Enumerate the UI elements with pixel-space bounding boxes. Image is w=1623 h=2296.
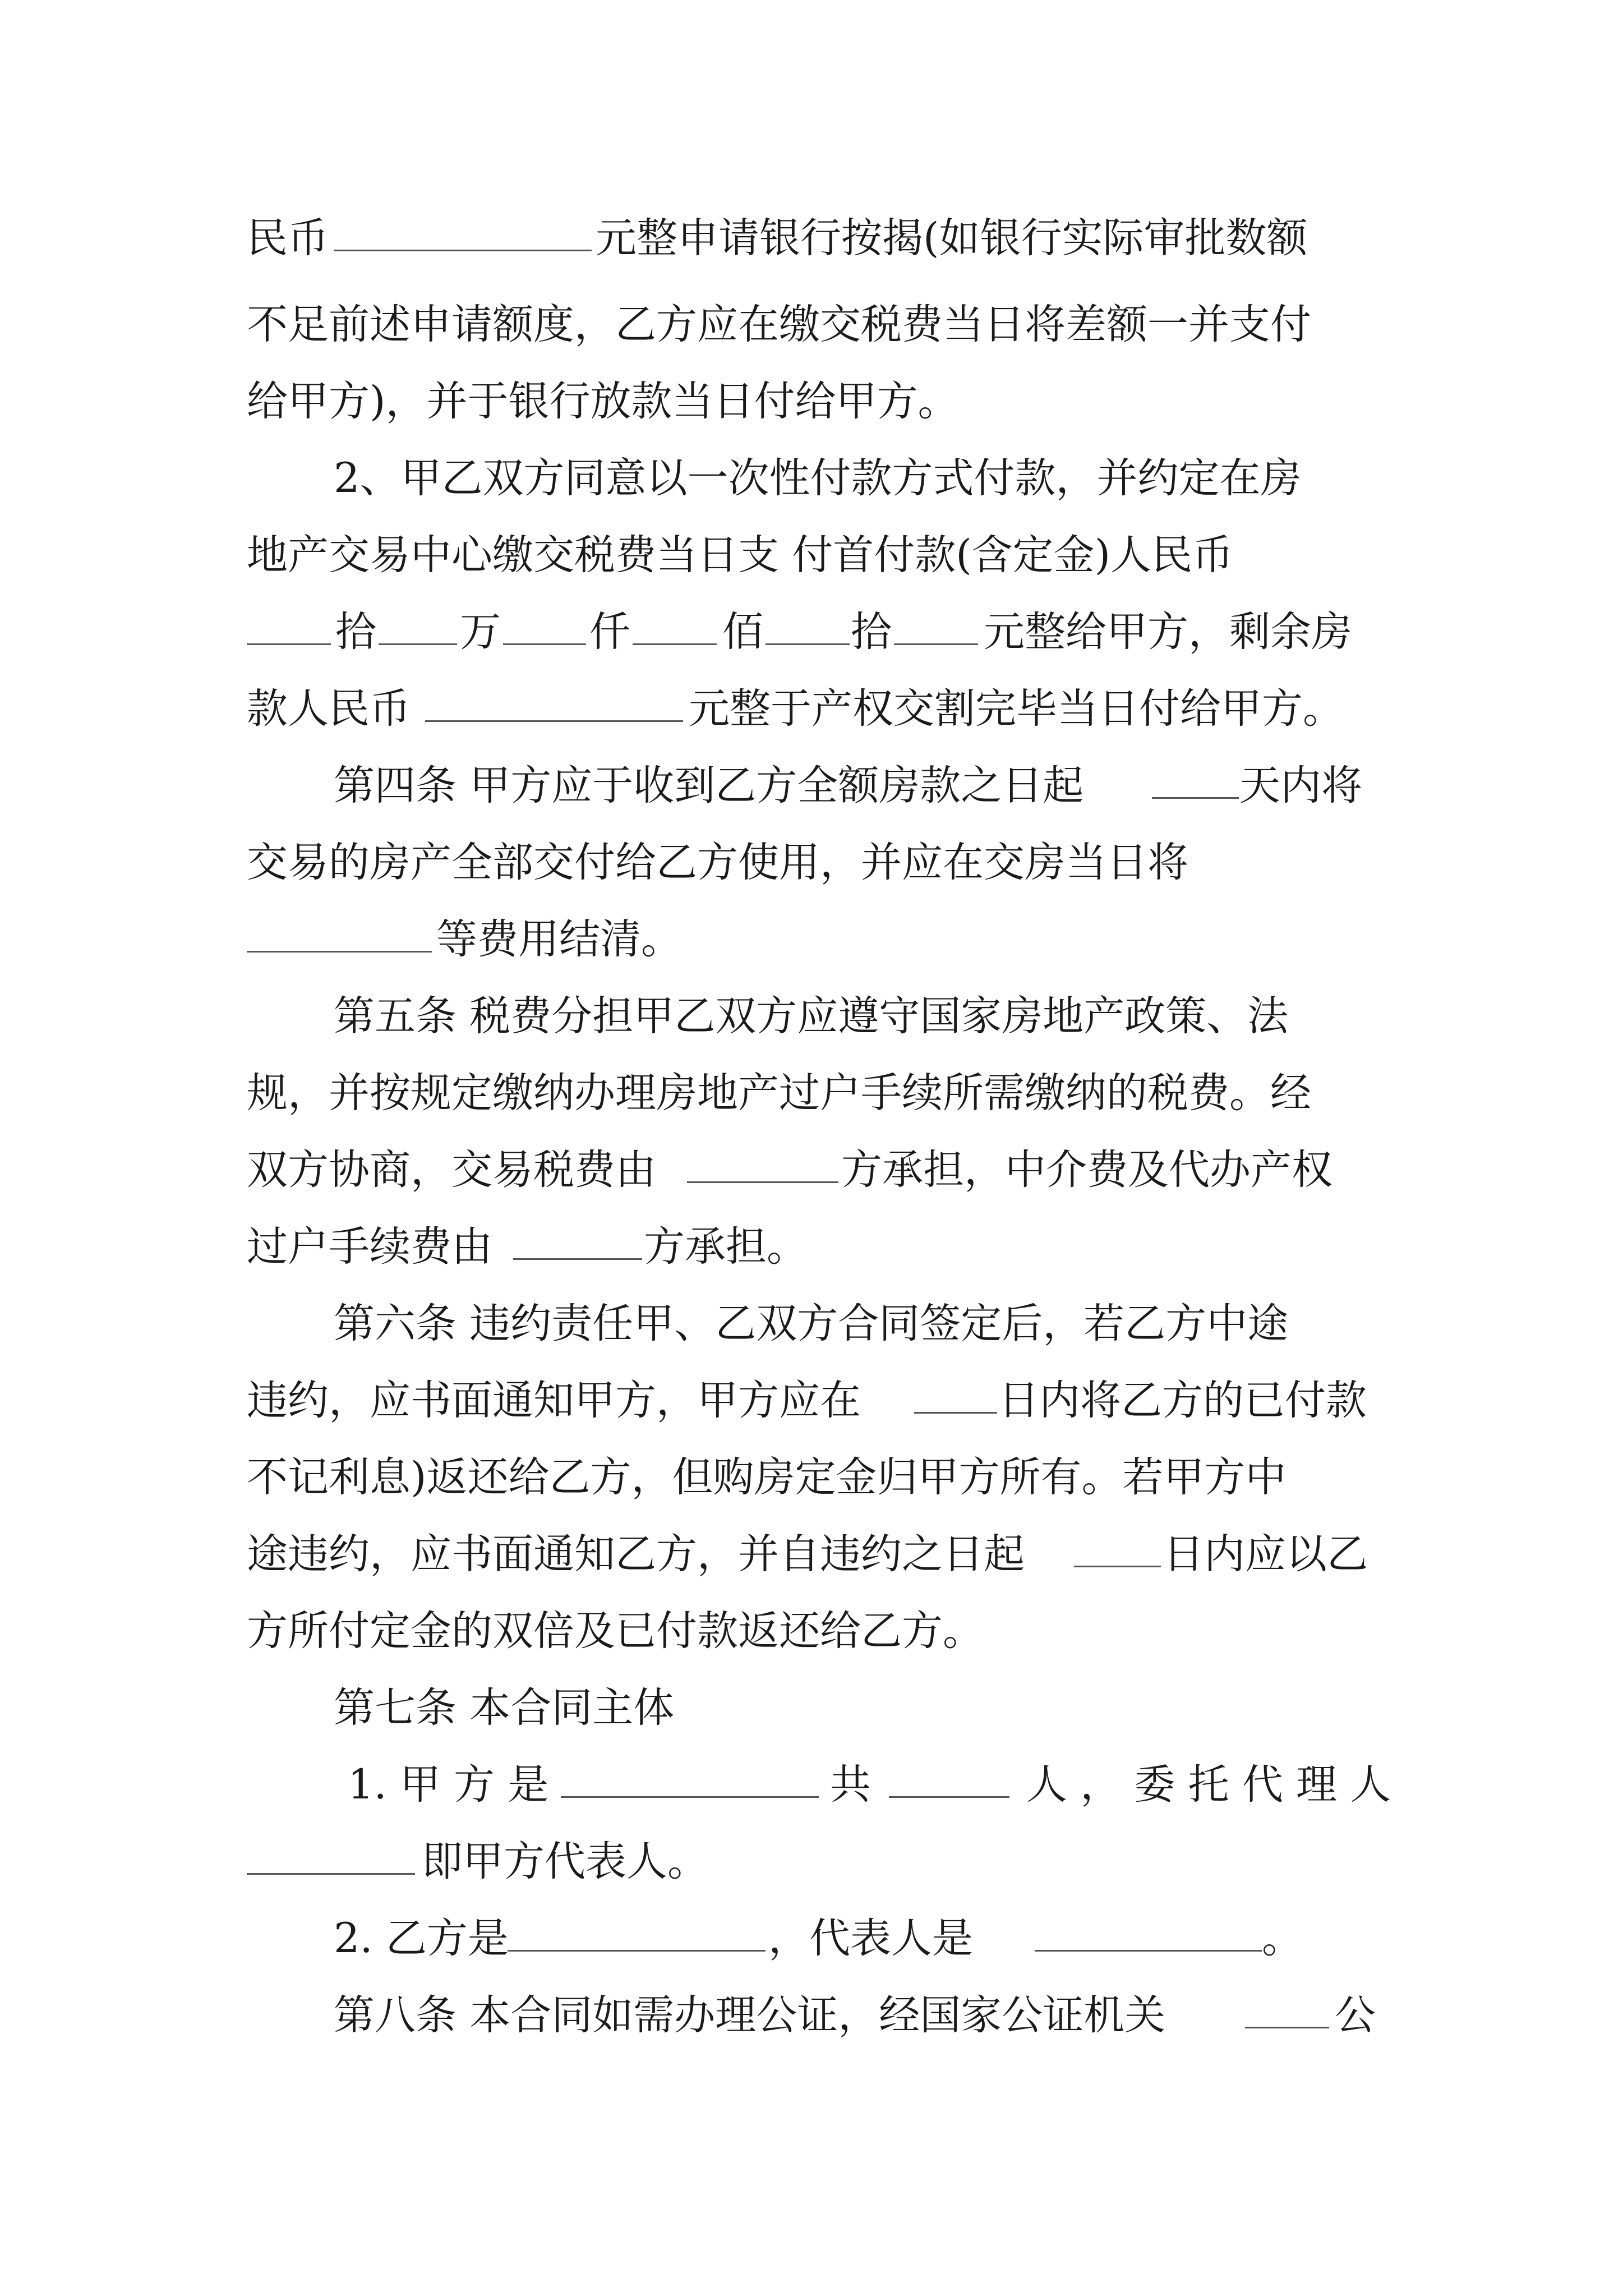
line-text: 第五条 税费分担甲乙双方应遵守国家房地产政策、法 (334, 992, 1289, 1040)
line-text: 等费用结清。 (436, 915, 682, 963)
line-text: 地产交易中心缴交税费当日支 付首付款(含定金)人民币 (247, 531, 1234, 579)
text-line (0, 664, 1623, 754)
fill-in-blank (334, 250, 592, 251)
line-text: 规，并按规定缴纳办理房地产过户手续所需缴纳的税费。经 (247, 1069, 1311, 1117)
line-text: 佰 (722, 608, 763, 656)
text-line (0, 280, 1623, 370)
line-text: 人 ， 委 托 代 理 人 (1026, 1761, 1391, 1809)
line-text: 第六条 违约责任甲、乙双方合同签定后，若乙方中途 (334, 1300, 1289, 1347)
line-text: 1. 甲 方 是 (348, 1761, 549, 1809)
line-text: 民币 (247, 214, 329, 262)
fill-in-blank (766, 643, 850, 645)
line-text: 元整给甲方，剩余房 (984, 608, 1352, 656)
text-line (0, 1356, 1623, 1446)
line-text: 。 (1262, 1915, 1303, 1962)
fill-in-blank (247, 1873, 415, 1875)
line-text: 违约，应书面通知甲方，甲方应在 (247, 1377, 861, 1424)
line-text: 第四条 甲方应于收到乙方全额房款之日起 (334, 762, 1084, 809)
line-text: 万 (460, 608, 501, 656)
line-text: 过户手续费由 (247, 1223, 492, 1271)
text-line (0, 1279, 1623, 1369)
text-line (0, 510, 1623, 600)
text-line (0, 972, 1623, 1061)
text-line (0, 741, 1623, 831)
line-text: 共 (830, 1761, 871, 1809)
line-text: 2. 乙方是 (334, 1915, 509, 1962)
fill-in-blank (1074, 1566, 1161, 1567)
fill-in-blank (503, 643, 586, 645)
fill-in-blank (1035, 1950, 1262, 1952)
fill-in-blank (561, 1796, 819, 1798)
text-line (0, 194, 1623, 283)
fill-in-blank (894, 643, 978, 645)
text-line (0, 1586, 1623, 1676)
text-line (0, 1433, 1623, 1522)
line-text: 方承担，中介费及代办产权 (841, 1146, 1332, 1194)
line-text: 即甲方代表人。 (422, 1838, 708, 1885)
text-line (0, 818, 1623, 908)
line-text: 日内将乙方的已付款 (998, 1377, 1367, 1424)
text-line (0, 434, 1623, 523)
text-line (0, 587, 1623, 677)
text-line (0, 1894, 1623, 1984)
line-text: 元整于产权交割完毕当日付给甲方。 (689, 685, 1344, 733)
line-text: 第七条 本合同主体 (334, 1684, 675, 1732)
fill-in-blank (687, 1181, 838, 1183)
fill-in-blank (513, 1258, 642, 1260)
text-line (0, 1971, 1623, 2060)
text-line (0, 895, 1623, 984)
fill-in-blank (247, 951, 432, 953)
text-line (0, 1202, 1623, 1292)
text-line (0, 1663, 1623, 1753)
line-text: ，代表人是 (768, 1915, 973, 1962)
fill-in-blank (425, 720, 683, 722)
line-text: 公 (1335, 1991, 1376, 2039)
text-line (0, 1740, 1623, 1830)
text-line (0, 357, 1623, 447)
line-text: 不足前述申请额度，乙方应在缴交税费当日将差额一并支付 (247, 301, 1311, 348)
line-text: 款人民币 (247, 685, 411, 733)
fill-in-blank (379, 643, 457, 645)
line-text: 拾 (851, 608, 892, 656)
line-text: 方承担。 (644, 1223, 808, 1271)
fill-in-blank (633, 643, 717, 645)
fill-in-blank (889, 1796, 1009, 1798)
line-text: 第八条 本合同如需办理公证，经国家公证机关 (334, 1991, 1166, 2039)
line-text: 2、甲乙双方同意以一次性付款方式付款，并约定在房 (334, 454, 1302, 502)
fill-in-blank (508, 1950, 766, 1952)
fill-in-blank (247, 643, 331, 645)
line-text: 元整申请银行按揭(如银行实际审批数额 (596, 214, 1308, 262)
text-line (0, 1817, 1623, 1907)
line-text: 给甲方)，并于银行放款当日付给甲方。 (247, 378, 959, 425)
fill-in-blank (914, 1412, 997, 1414)
line-text: 双方协商，交易税费由 (247, 1146, 656, 1194)
line-text: 仟 (589, 608, 630, 656)
line-text: 拾 (335, 608, 376, 656)
line-text: 交易的房产全部交付给乙方使用，并应在交房当日将 (247, 839, 1188, 886)
line-text: 方所付定金的双倍及已付款返还给乙方。 (247, 1607, 984, 1655)
line-text: 途违约，应书面通知乙方，并自违约之日起 (247, 1530, 1025, 1578)
line-text: 天内将 (1239, 762, 1362, 809)
text-line (0, 1048, 1623, 1138)
fill-in-blank (1152, 797, 1239, 799)
text-line (0, 1125, 1623, 1215)
text-line (0, 1510, 1623, 1599)
line-text: 不记利息)返还给乙方，但购房定金归甲方所有。若甲方中 (247, 1453, 1287, 1501)
fill-in-blank (1245, 2027, 1329, 2028)
line-text: 日内应以乙 (1163, 1530, 1368, 1578)
